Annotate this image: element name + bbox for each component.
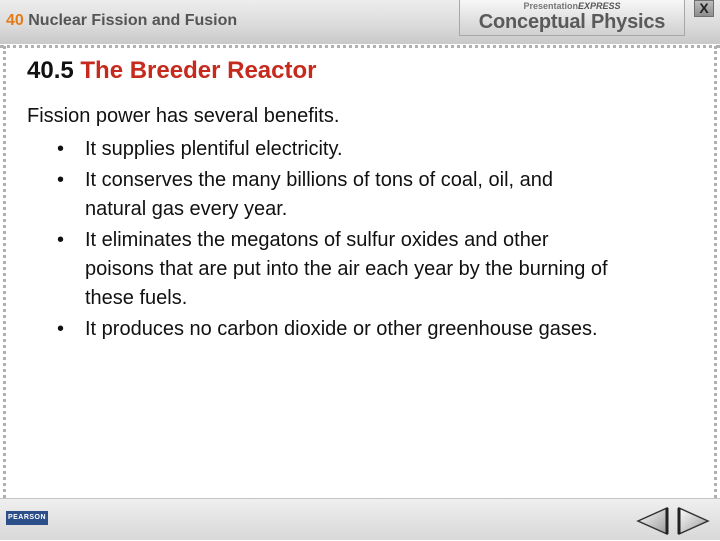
bullet-item bbox=[55, 226, 615, 313]
brand-title: Conceptual Physics bbox=[478, 11, 666, 33]
brand-subtitle bbox=[460, 1, 684, 11]
previous-slide-button[interactable] bbox=[636, 506, 670, 536]
next-slide-button[interactable] bbox=[676, 506, 710, 536]
intro-text: Fission power has several benefits. bbox=[27, 105, 340, 127]
chapter-name: Nuclear Fission and Fusion bbox=[28, 12, 238, 29]
close-icon: X bbox=[699, 0, 709, 16]
bullet-marker: • bbox=[57, 169, 65, 191]
bullet-text: It eliminates the megatons of sulfur oxides and other poisons that are put into the air each year by the burning of these fuels. bbox=[85, 229, 608, 309]
section-title: The Breeder Reactor bbox=[80, 57, 317, 84]
bullet-item bbox=[55, 315, 615, 344]
bullet-marker: • bbox=[57, 138, 65, 160]
right-border bbox=[714, 46, 717, 498]
bullet-item bbox=[55, 166, 615, 224]
bullet-marker: • bbox=[57, 229, 65, 251]
next-slide-icon bbox=[676, 506, 710, 536]
bullet-list bbox=[55, 135, 615, 346]
brand-subtitle-suffix: EXPRESS bbox=[577, 1, 621, 11]
close-button[interactable] bbox=[694, 0, 714, 17]
top-divider bbox=[0, 45, 720, 48]
bullet-item bbox=[55, 135, 615, 164]
previous-slide-icon bbox=[636, 506, 670, 536]
bullet-text: It supplies plentiful electricity. bbox=[85, 138, 343, 160]
slide-heading bbox=[27, 57, 316, 85]
left-border bbox=[3, 46, 6, 498]
chapter-title bbox=[6, 12, 237, 30]
footer-bar bbox=[0, 498, 720, 540]
section-number: 40.5 bbox=[27, 57, 74, 84]
bullet-text: It produces no carbon dioxide or other greenhouse gases. bbox=[85, 318, 598, 340]
header-bar bbox=[0, 0, 720, 44]
pearson-logo: PEARSON bbox=[6, 511, 48, 525]
bullet-text: It conserves the many billions of tons of coal, oil, and natural gas every year. bbox=[85, 169, 554, 220]
brand-subtitle-prefix: Presentation bbox=[523, 1, 578, 11]
brand-logo bbox=[459, 0, 685, 36]
bullet-marker: • bbox=[57, 318, 65, 340]
chapter-number: 40 bbox=[6, 12, 24, 29]
